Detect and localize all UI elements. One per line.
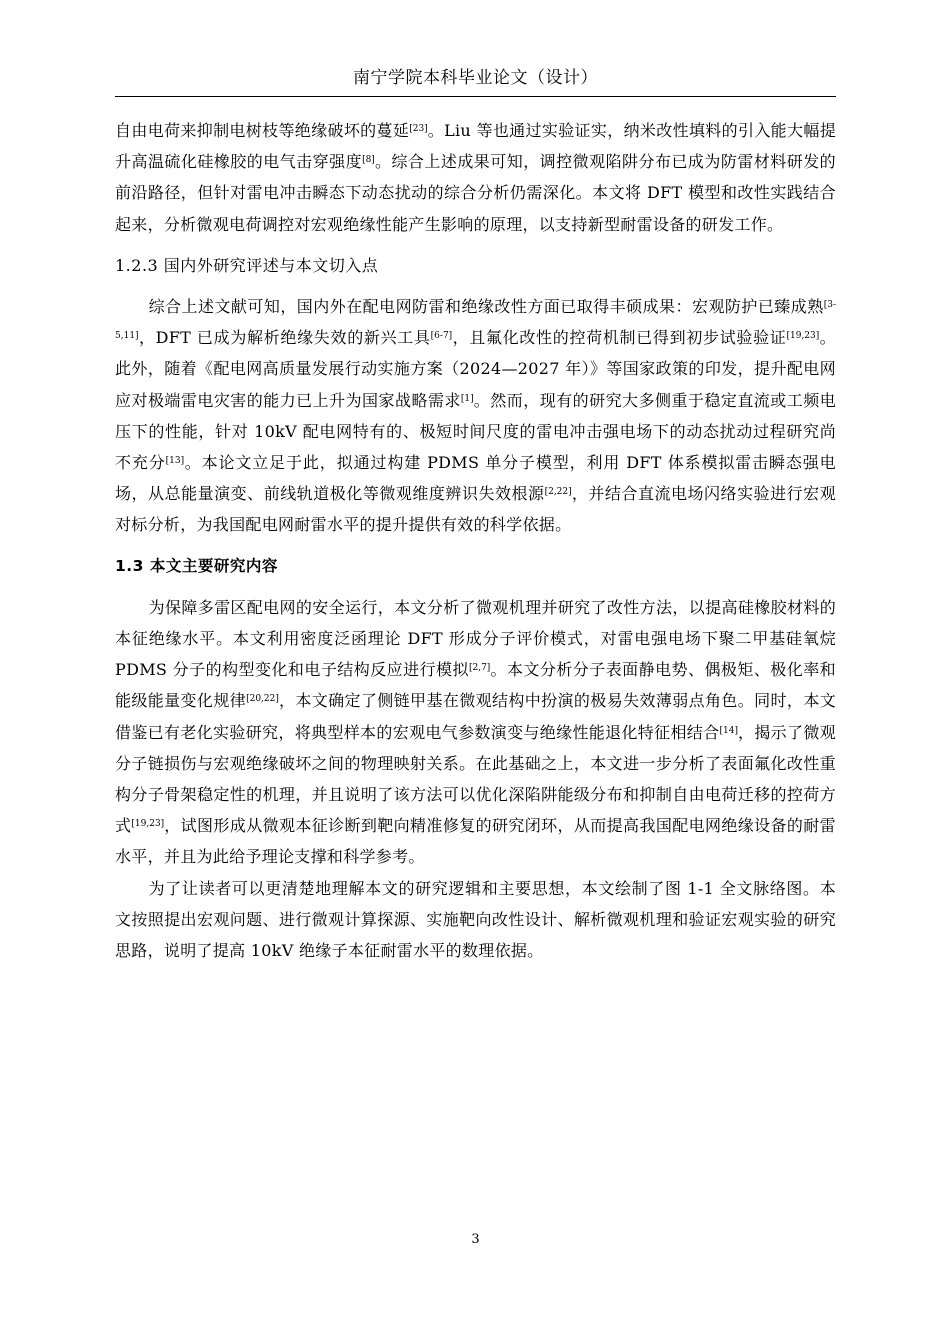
text-run: 为了让读者可以更清楚地理解本文的研究逻辑和主要思想，本文绘制了图 1-1 全文脉络图。本文按照提出宏观问题、进行微观计算探源、实施靶向改性设计、解析微观机理和验证宏观实验的研究思路，说明了提高 10kV 绝缘子本征耐雷水平的数理依据。 — [115, 878, 836, 961]
text-run: 。此外，随着《配电网高质量发展行动实施方案（2024—2027 年）》等国家政策的印发，提升配电网应对极端雷电灾害的能力已上升为国家战略需求 — [115, 328, 836, 410]
header-rule — [115, 96, 836, 97]
text-run: 综合上述文献可知，国内外在配电网防雷和绝缘改性方面已取得丰硕成果：宏观防护已臻成熟 — [148, 297, 824, 317]
text-run: 为保障多雷区配电网的安全运行，本文分析了微观机理并研究了改性方法，以提高硅橡胶材料的本征绝缘水平。本文利用密度泛函理论 DFT 形成分子评价模式，对雷电强电场下聚二甲基硅氧烷 PDMS 分子的构型变化和电子结构反应进行模拟 — [115, 597, 836, 680]
text-run: 。本论文立足于此，拟通过构建 PDMS 单分子模型，利用 DFT 体系模拟雷击瞬态强电场，从总能量演变、前线轨道极化等微观维度辨识失效根源 — [115, 453, 836, 504]
citation-ref: [19,23] — [131, 819, 165, 830]
document-body — [115, 115, 836, 966]
body-paragraph — [115, 115, 836, 240]
citation-ref: [1] — [460, 393, 474, 404]
text-run: ，揭示了微观分子链损伤与宏观绝缘破坏之间的物理映射关系。在此基础之上，本文进一步分析了表面氟化改性重构分子骨架稳定性的机理，并且说明了该方法可以优化深陷阱能级分布和抑制自由电荷迁移的控荷方式 — [115, 722, 836, 836]
citation-ref: [8] — [362, 155, 375, 166]
page-header-title: 南宁学院本科毕业论文（设计） — [353, 68, 598, 88]
body-paragraph — [115, 291, 836, 541]
citation-ref: [14] — [719, 725, 738, 736]
citation-ref: [20,22] — [246, 694, 279, 705]
text-run: 自由电荷来抑制电树枝等绝缘破坏的蔓延 — [115, 121, 410, 140]
body-paragraph — [115, 592, 836, 873]
page-number: 3 — [471, 1232, 480, 1247]
citation-ref: [2,22] — [544, 487, 572, 498]
text-run: ，本文确定了侧链甲基在微观结构中扮演的极易失效薄弱点角色。同时，本文借鉴已有老化实验研究，将典型样本的宏观电气参数演变与绝缘性能退化特征相结合 — [115, 691, 837, 742]
citation-ref: [13] — [165, 456, 185, 467]
text-run: 。Liu 等也通过实验证实，纳米改性填料的引入能大幅提升高温硫化硅橡胶的电气击穿强度 — [115, 121, 837, 172]
citation-ref: [6-7] — [430, 331, 453, 342]
text-run: ，并结合直流电场闪络实验进行宏观对标分析，为我国配电网耐雷水平的提升提供有效的科学依据。 — [115, 484, 836, 535]
text-run: ，且氟化改性的控荷机制已得到初步试验验证 — [452, 328, 787, 348]
subsection-heading: 1.2.3 国内外研究评述与本文切入点 — [115, 255, 379, 275]
text-run: ，DFT 已成为解析绝缘失效的新兴工具 — [138, 328, 431, 348]
text-run: ，试图形成从微观本征诊断到靶向精准修复的研究闭环，从而提高我国配电网绝缘设备的耐雷水平，并且为此给予理论支撑和科学参考。 — [115, 816, 836, 867]
text-run: 。综合上述成果可知，调控微观陷阱分布已成为防雷材料研发的前沿路径，但针对雷电冲击瞬态下动态扰动的综合分析仍需深化。本文将 DFT 模型和改性实践结合起来，分析微观电荷调控对宏观绝缘性能产生影响的原理，以支持新型耐雷设备的研发工作。 — [115, 152, 836, 234]
text-run: 。本文分析分子表面静电势、偶极矩、极化率和能级能量变化规律 — [115, 660, 836, 711]
citation-ref: [3-5,11] — [115, 300, 836, 342]
citation-ref: [2,7] — [468, 663, 491, 674]
section-heading: 1.3 本文主要研究内容 — [115, 556, 278, 575]
text-run: 。然而，现有的研究大多侧重于稳定直流或工频电压下的性能，针对 10kV 配电网特有的、极短时间尺度的雷电冲击强电场下的动态扰动过程研究尚不充分 — [115, 390, 836, 473]
body-paragraph — [115, 873, 836, 967]
citation-ref: [23] — [409, 124, 428, 135]
citation-ref: [19,23] — [786, 331, 820, 342]
